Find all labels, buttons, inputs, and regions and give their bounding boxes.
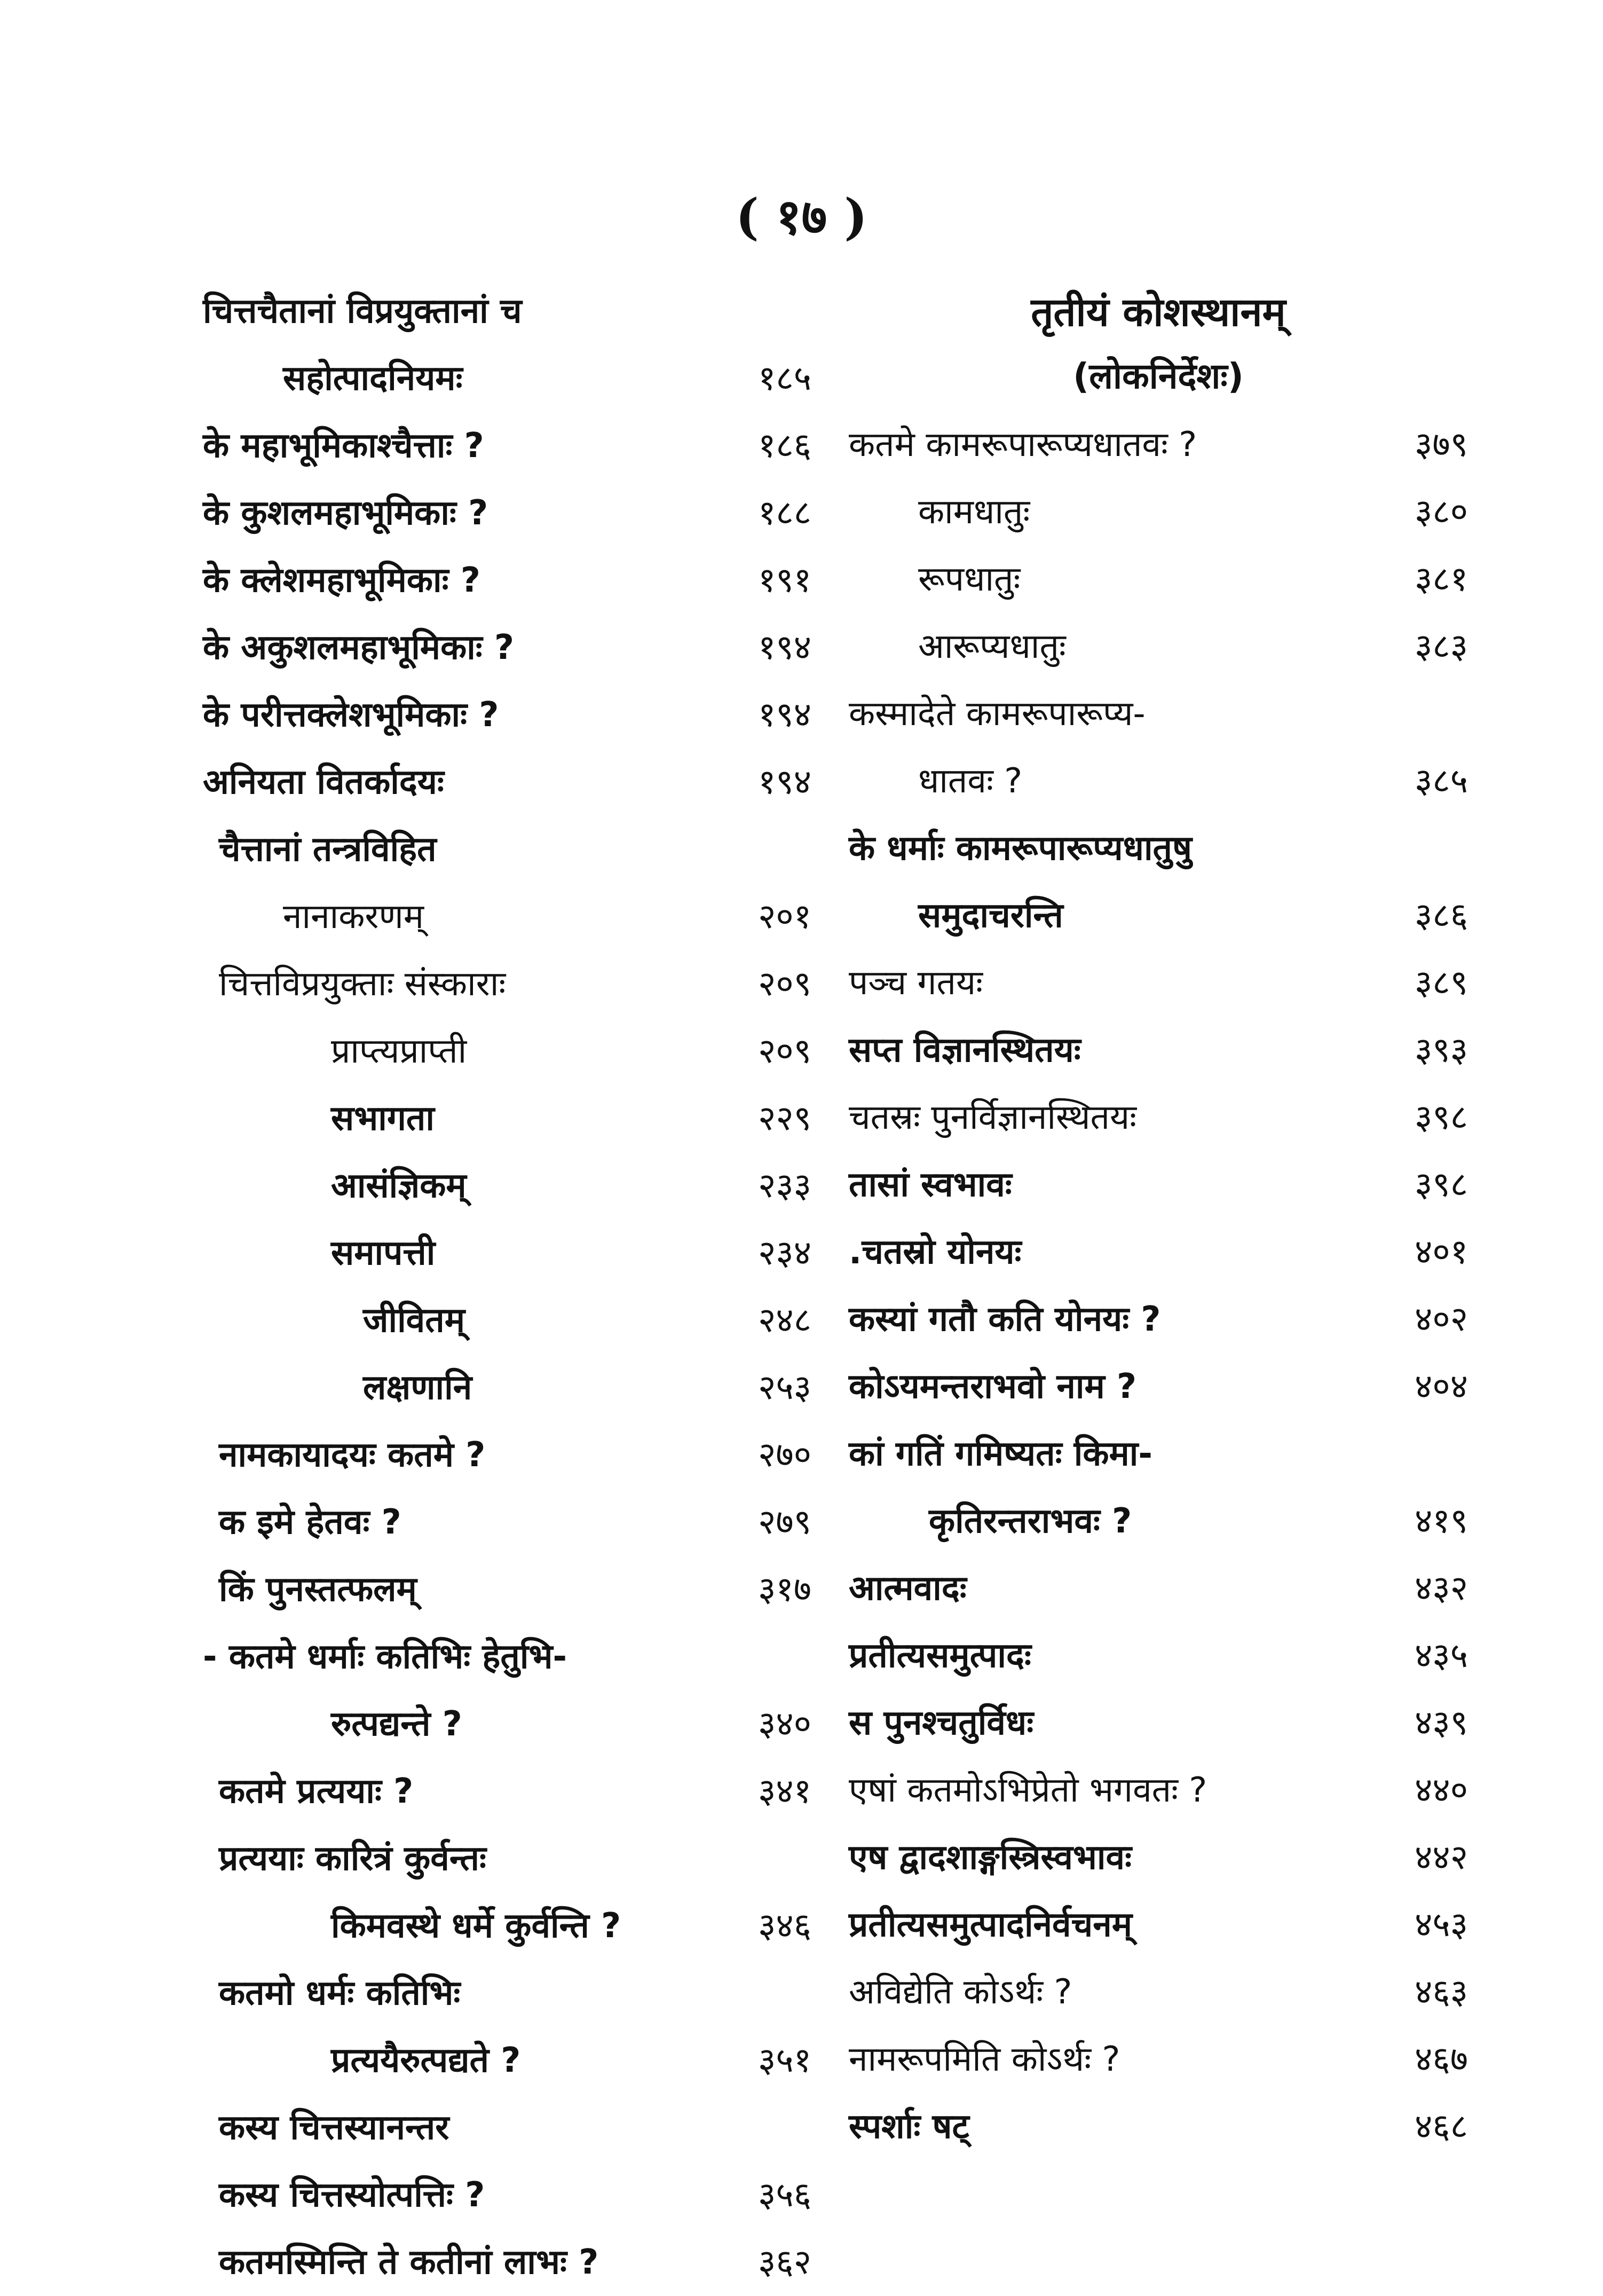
toc-entry xyxy=(203,1892,811,1960)
toc-entry xyxy=(849,1151,1468,1218)
entry-text: रुत्पद्यन्ते ? xyxy=(331,1704,462,1744)
toc-entry xyxy=(849,478,1468,546)
entry-page: ३८३ xyxy=(1415,627,1468,666)
toc-entry xyxy=(203,1152,811,1220)
section-subheading: (लोकनिर्देशः) xyxy=(1073,356,1244,397)
entry-text: आत्मवादः xyxy=(849,1569,967,1608)
toc-entry xyxy=(849,1353,1468,1420)
entry-text: .चतस्रो योनयः xyxy=(849,1232,1022,1272)
entry-text: चैत्तानां तन्त्रविहित xyxy=(219,830,437,869)
toc-entry xyxy=(203,681,811,749)
entry-page: ३६२ xyxy=(758,2243,811,2282)
toc-entry xyxy=(203,1220,811,1287)
toc-entry xyxy=(849,1757,1468,1824)
entry-text: कृतिरन्तराभवः ? xyxy=(929,1501,1132,1541)
entry-text: प्रतीत्यसमुत्पादः xyxy=(849,1636,1031,1676)
entry-text: क इमे हेतवः ? xyxy=(219,1503,401,1542)
entry-page: ३९८ xyxy=(1415,1098,1468,1137)
entry-page: ३५६ xyxy=(758,2175,811,2215)
entry-text: सहोत्पादनियमः xyxy=(283,359,463,398)
toc-entry xyxy=(849,1555,1468,1622)
toc-entry xyxy=(203,816,811,883)
entry-page: ३८१ xyxy=(1415,560,1468,599)
toc-entry xyxy=(849,1488,1468,1555)
entry-text: प्रतीत्यसमुत्पादनिर्वचनम् xyxy=(849,1905,1133,1945)
entry-page: ४६३ xyxy=(1415,1972,1468,2012)
entry-text: समापत्ती xyxy=(331,1233,436,1273)
toc-entry xyxy=(203,2027,811,2094)
entry-page: ४०४ xyxy=(1415,1367,1468,1406)
entry-text: प्राप्त्यप्राप्ती xyxy=(331,1032,467,1071)
entry-text: सभागता xyxy=(331,1099,435,1138)
entry-text: प्रत्ययाः कारित्रं कुर्वन्तः xyxy=(219,1839,486,1878)
entry-page: २३३ xyxy=(758,1166,811,1206)
entry-page: २०१ xyxy=(758,897,811,937)
entry-text: चित्तविप्रयुक्ताः संस्काराः xyxy=(219,964,506,1004)
entry-page: ३४१ xyxy=(758,1772,811,1811)
entry-text: कस्मादेते कामरूपारूप्य- xyxy=(849,694,1146,734)
toc-entry xyxy=(203,1489,811,1556)
toc-entry xyxy=(849,1017,1468,1084)
entry-text: कतमे प्रत्ययाः ? xyxy=(219,1772,414,1811)
toc-entry xyxy=(849,1420,1468,1488)
toc-entry xyxy=(203,547,811,614)
toc-entry xyxy=(203,412,811,479)
entry-page: २५३ xyxy=(758,1368,811,1408)
toc-entry xyxy=(203,1623,811,1690)
entry-text: कोऽयमन्तराभवो नाम ? xyxy=(849,1367,1137,1406)
entry-page: १९४ xyxy=(758,628,811,667)
entry-text: पञ्च गतयः xyxy=(849,963,983,1003)
toc-entry xyxy=(849,1622,1468,1689)
entry-page: ३९८ xyxy=(1415,1165,1468,1205)
toc-entry xyxy=(203,2161,811,2229)
toc-entry xyxy=(849,748,1468,815)
entry-page: ४१९ xyxy=(1415,1501,1468,1541)
entry-page: २२९ xyxy=(758,1099,811,1138)
toc-entry xyxy=(203,2229,811,2296)
toc-entry xyxy=(203,1354,811,1421)
entry-text: कतमे कामरूपारूप्यधातवः ? xyxy=(849,425,1197,465)
entry-page: ३५१ xyxy=(758,2041,811,2080)
toc-entry xyxy=(849,949,1468,1017)
entry-page: १८८ xyxy=(758,493,811,533)
entry-page: ३८५ xyxy=(1415,761,1468,801)
toc-entry xyxy=(203,1421,811,1489)
entry-text: लक्षणानि xyxy=(363,1368,472,1408)
toc-entry xyxy=(203,1085,811,1152)
entry-page: ३९३ xyxy=(1415,1031,1468,1070)
entry-text: के परीत्तक्लेशभूमिकाः ? xyxy=(203,695,499,735)
toc-entry xyxy=(203,1960,811,2027)
entry-text: रूपधातुः xyxy=(918,560,1021,599)
toc-entry xyxy=(203,278,811,345)
toc-entry xyxy=(203,950,811,1018)
entry-text: नामरूपमिति कोऽर्थः ? xyxy=(849,2040,1120,2079)
entry-page: १८५ xyxy=(758,359,811,398)
entry-page: ४५३ xyxy=(1415,1905,1468,1945)
entry-text: नामकायादयः कतमे ? xyxy=(219,1435,486,1475)
toc-entry xyxy=(203,1287,811,1354)
section-heading: तृतीयं कोशस्थानम् xyxy=(1031,289,1286,335)
toc-entry xyxy=(849,2026,1468,2093)
entry-text: समुदाचरन्ति xyxy=(918,896,1063,935)
entry-text: जीवितम् xyxy=(363,1301,465,1340)
toc-entry xyxy=(203,1690,811,1758)
toc-entry xyxy=(203,1018,811,1085)
entry-text: के क्लेशमहाभूमिकाः ? xyxy=(203,561,480,600)
toc-entry xyxy=(203,883,811,950)
entry-page: ४०२ xyxy=(1415,1300,1468,1339)
entry-page: १९४ xyxy=(758,695,811,735)
entry-page: ४४० xyxy=(1415,1771,1468,1810)
toc-entry xyxy=(203,1758,811,1825)
right-column xyxy=(849,278,1468,2160)
entry-page: ४३९ xyxy=(1415,1703,1468,1743)
entry-text: कस्यां गतौ कति योनयः ? xyxy=(849,1300,1161,1339)
entry-text: - कतमे धर्माः कतिभिः हेतुभि- xyxy=(203,1637,567,1677)
toc-entry xyxy=(203,2094,811,2161)
entry-text: कतमो धर्मः कतिभिः xyxy=(219,1973,461,2013)
entry-text: कतमस्मिन्ति ते कतीनां लाभः ? xyxy=(219,2243,599,2282)
entry-text: एष द्वादशाङ्गस्त्रिस्वभावः xyxy=(849,1838,1132,1877)
entry-page: २७९ xyxy=(758,1503,811,1542)
entry-text: कां गतिं गमिष्यतः किमा- xyxy=(849,1434,1152,1474)
entry-page: ४३२ xyxy=(1415,1569,1468,1608)
entry-text: आरूप्यधातुः xyxy=(918,627,1066,666)
toc-entry xyxy=(849,1084,1468,1151)
toc-entry xyxy=(849,1286,1468,1353)
entry-page: २७० xyxy=(758,1435,811,1475)
entry-page: ४६८ xyxy=(1415,2107,1468,2146)
entry-page: ४४२ xyxy=(1415,1838,1468,1877)
toc-entry xyxy=(849,2093,1468,2160)
entry-page: ३८६ xyxy=(1415,896,1468,935)
toc-entry xyxy=(849,1959,1468,2026)
toc-entry xyxy=(203,1556,811,1623)
entry-page: ४३५ xyxy=(1415,1636,1468,1676)
entry-page: ४६७ xyxy=(1415,2040,1468,2079)
toc-entry xyxy=(849,613,1468,680)
entry-page: २४८ xyxy=(758,1301,811,1340)
entry-text: प्रत्ययैरुत्पद्यते ? xyxy=(331,2041,521,2080)
entry-page: ३८९ xyxy=(1415,963,1468,1003)
toc-entry xyxy=(203,345,811,412)
entry-page: ३१७ xyxy=(758,1570,811,1609)
toc-entry xyxy=(849,546,1468,613)
entry-text: कामधातुः xyxy=(918,492,1030,532)
entry-text: अविद्येति कोऽर्थः ? xyxy=(849,1972,1072,2012)
toc-entry xyxy=(203,614,811,681)
entry-page: २३४ xyxy=(758,1233,811,1273)
toc-entry xyxy=(203,479,811,547)
entry-text: अनियता वितर्कादयः xyxy=(203,762,444,802)
entry-page: ३४० xyxy=(758,1704,811,1744)
entry-text: चतस्रः पुनर्विज्ञानस्थितयः xyxy=(849,1098,1137,1137)
entry-page: १८६ xyxy=(758,426,811,466)
toc-entry xyxy=(203,749,811,816)
entry-text: कस्य चित्तस्यानन्तर xyxy=(219,2108,449,2148)
entry-text: धातवः ? xyxy=(918,761,1023,801)
page-number: ( १७ ) xyxy=(736,188,867,246)
entry-page: ३७९ xyxy=(1415,425,1468,465)
entry-text: चित्तचैतानां विप्रयुक्तानां च xyxy=(203,292,522,331)
entry-page: २०९ xyxy=(758,964,811,1004)
entry-text: के महाभूमिकाश्चैत्ताः ? xyxy=(203,426,484,466)
toc-entry xyxy=(849,815,1468,882)
left-column xyxy=(203,278,811,2296)
entry-page: ४०१ xyxy=(1415,1232,1468,1272)
entry-text: स पुनश्चतुर्विधः xyxy=(849,1703,1034,1743)
entry-text: के अकुशलमहाभूमिकाः ? xyxy=(203,628,515,667)
toc-entry xyxy=(849,1689,1468,1757)
entry-text: के धर्माः कामरूपारूप्यधातुषु xyxy=(849,829,1193,868)
entry-text: सप्त विज्ञानस्थितयः xyxy=(849,1031,1081,1070)
entry-page: २०९ xyxy=(758,1032,811,1071)
entry-text: के कुशलमहाभूमिकाः ? xyxy=(203,493,488,533)
toc-entry xyxy=(203,1825,811,1892)
entry-text: आसंज्ञिकम् xyxy=(331,1166,467,1206)
entry-page: ३८० xyxy=(1415,492,1468,532)
toc-entry xyxy=(849,411,1468,478)
entry-page: ३४६ xyxy=(758,1906,811,1946)
entry-text: कस्य चित्तस्योत्पत्तिः ? xyxy=(219,2175,485,2215)
entry-text: स्पर्शाः षट् xyxy=(849,2107,969,2146)
entry-page: १९१ xyxy=(758,561,811,600)
toc-entry xyxy=(849,882,1468,949)
toc-entry xyxy=(849,680,1468,748)
entry-text: नानाकरणम् xyxy=(283,897,424,937)
entry-text: किं पुनस्तत्फलम् xyxy=(219,1570,417,1609)
toc-entry xyxy=(849,1891,1468,1959)
toc-entry xyxy=(849,1218,1468,1286)
entry-page: १९४ xyxy=(758,762,811,802)
entry-text: एषां कतमोऽभिप्रेतो भगवतः ? xyxy=(849,1771,1207,1810)
toc-entry xyxy=(849,1824,1468,1891)
entry-text: किमवस्थे धर्मे कुर्वन्ति ? xyxy=(331,1906,621,1946)
entry-text: तासां स्वभावः xyxy=(849,1165,1012,1205)
